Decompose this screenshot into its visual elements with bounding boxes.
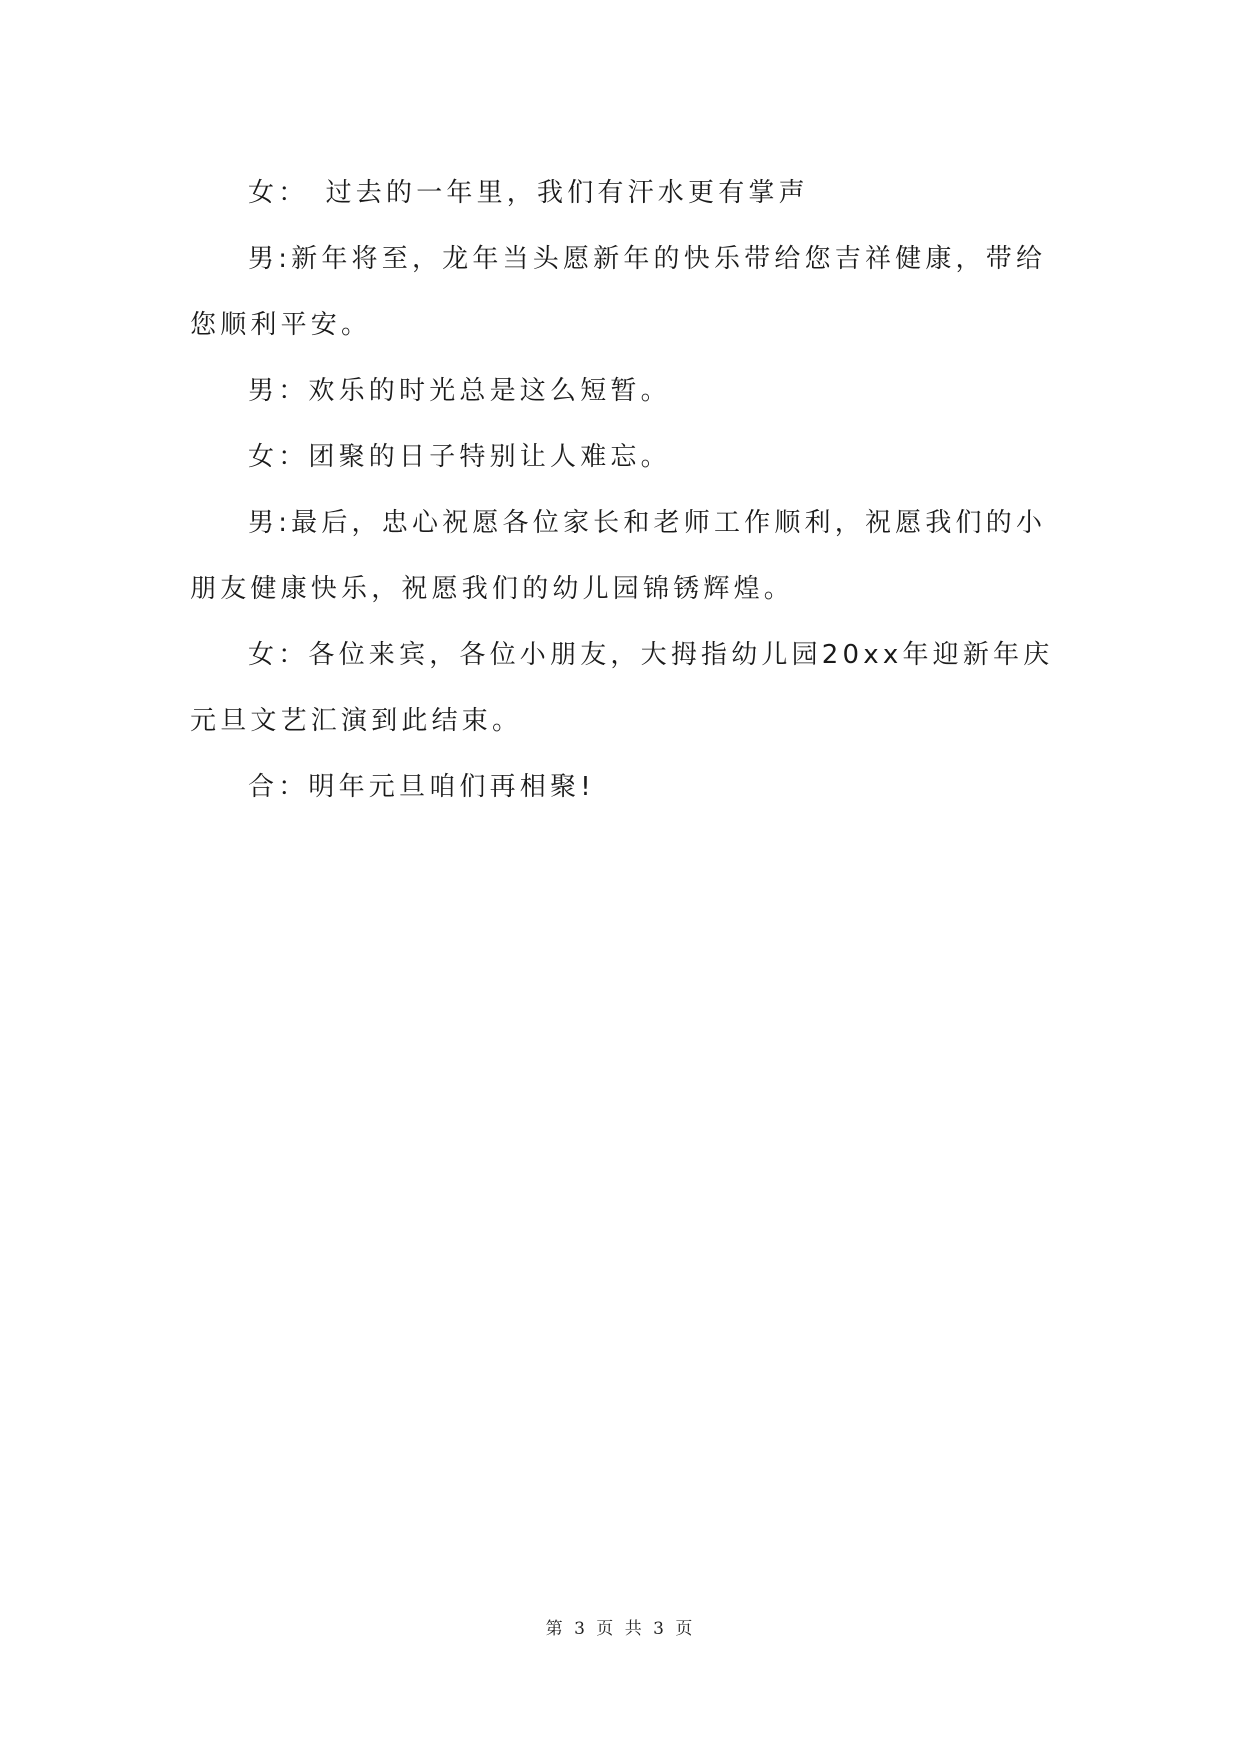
paragraph: 男:新年将至，龙年当头愿新年的快乐带给您吉祥健康，带给您顺利平安。 xyxy=(190,244,1047,340)
paragraph: 合：明年元旦咱们再相聚! xyxy=(248,772,595,802)
page-number-footer: 第 3 页 共 3 页 xyxy=(545,1619,696,1639)
paragraph: 男:最后，忠心祝愿各位家长和老师工作顺利，祝愿我们的小朋友健康快乐，祝愿我们的幼儿园锦锈辉煌。 xyxy=(190,508,1047,604)
paragraph: 女： 过去的一年里，我们有汗水更有掌声 xyxy=(248,178,809,208)
paragraph: 男：欢乐的时光总是这么短暂。 xyxy=(248,376,671,406)
paragraph: 女：各位来宾，各位小朋友，大拇指幼儿园20xx年迎新年庆元旦文艺汇演到此结束。 xyxy=(190,640,1054,736)
paragraph: 女：团聚的日子特别让人难忘。 xyxy=(248,442,671,472)
document-body xyxy=(190,160,1060,820)
